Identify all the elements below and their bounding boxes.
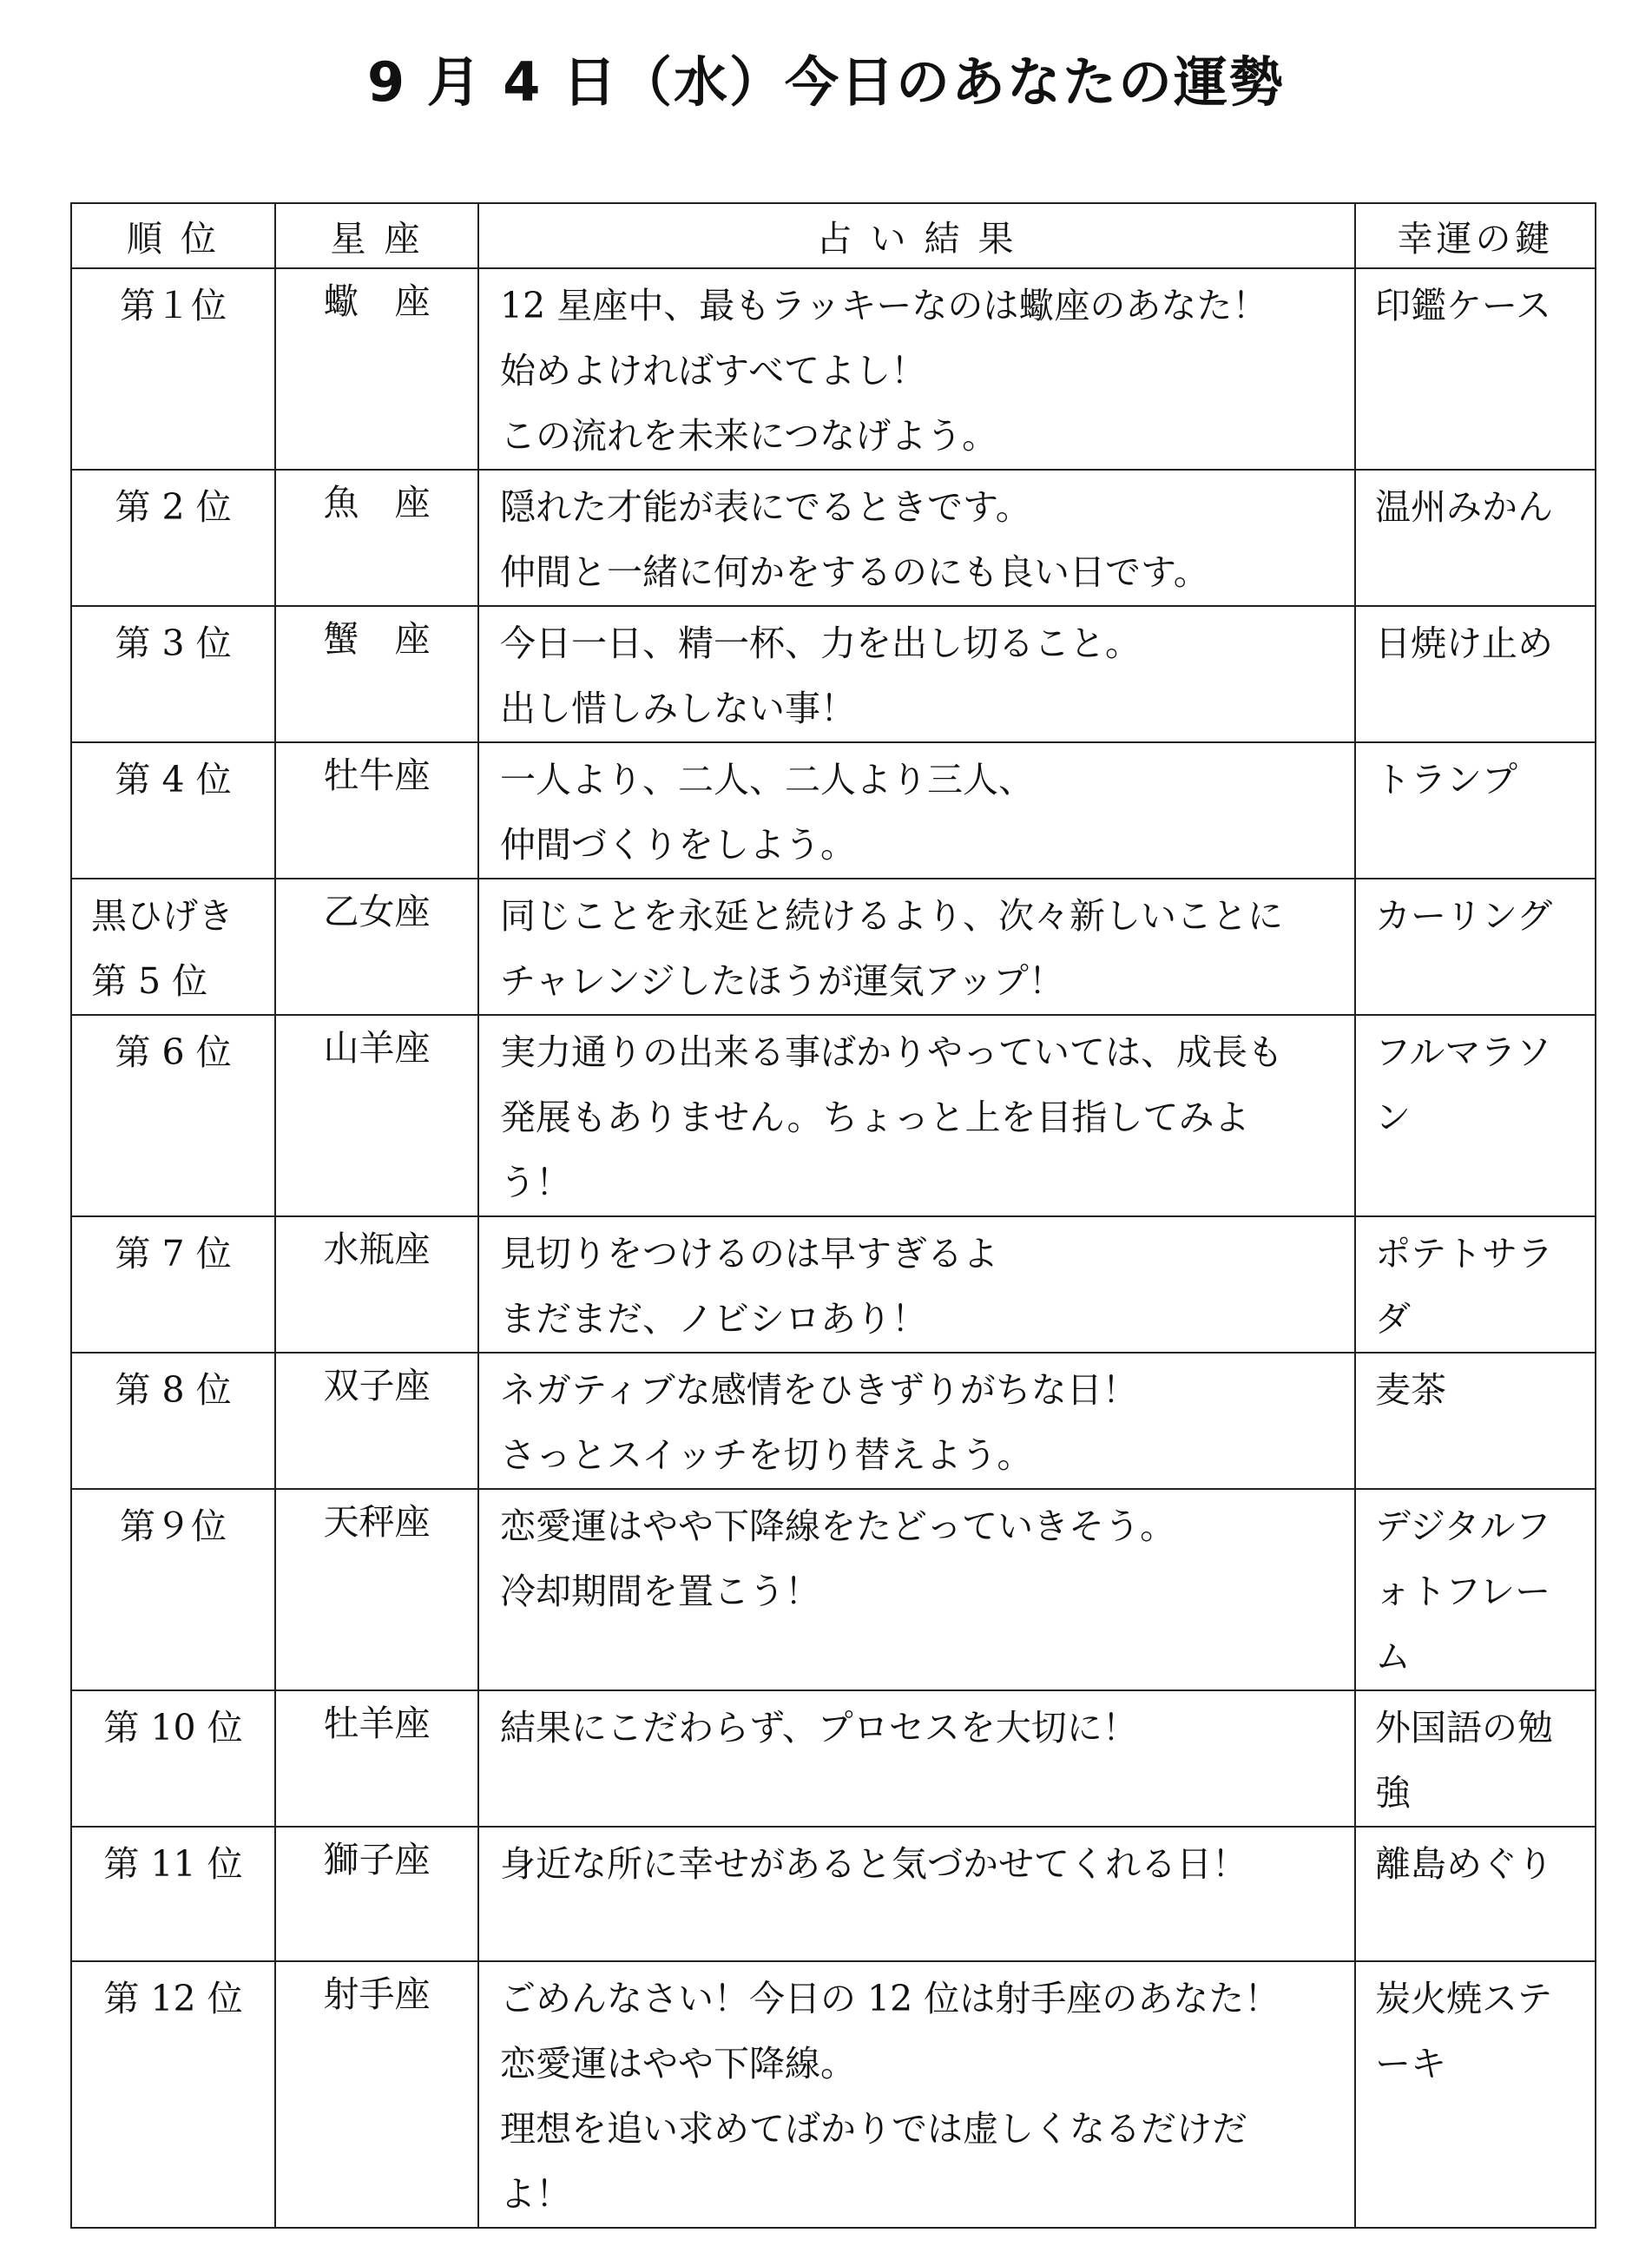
header-result: 占 い 結 果 [478, 203, 1355, 268]
lucky-key-cell-line: ーキ [1375, 2043, 1446, 2085]
table-row [71, 1015, 1596, 1216]
table-row [71, 1827, 1596, 1961]
result-cell-line: 結果にこだわらず、プロセスを大切に！ [500, 1707, 1138, 1749]
lucky-key-cell-line: ォトフレー [1375, 1571, 1551, 1612]
table-row [71, 1489, 1596, 1690]
table-row [71, 1690, 1596, 1827]
lucky-key-cell-line: 日焼け止め [1375, 622, 1553, 664]
lucky-key-cell [1355, 1961, 1596, 2228]
lucky-key-cell-line: トランプ [1375, 759, 1517, 800]
sign-cell [275, 1216, 478, 1353]
sign-cell-text: 山羊座 [323, 1027, 431, 1069]
rank-cell [71, 742, 275, 879]
sign-cell [275, 1489, 478, 1690]
sign-cell-text: 双子座 [323, 1365, 431, 1406]
sign-cell [275, 1690, 478, 1827]
table-row [71, 1961, 1596, 2228]
result-cell [478, 1489, 1355, 1690]
lucky-key-cell [1355, 1690, 1596, 1827]
lucky-key-cell [1355, 1015, 1596, 1216]
lucky-key-cell [1355, 606, 1596, 742]
result-cell-line: 一人より、二人、二人より三人、 [500, 759, 1034, 800]
header-sign: 星 座 [275, 203, 478, 268]
lucky-key-cell [1355, 1489, 1596, 1690]
result-cell-line: 見切りをつけるのは早すぎるよ [500, 1233, 998, 1274]
result-cell-line: う！ [500, 1162, 571, 1203]
result-cell [478, 1015, 1355, 1216]
result-cell-line: 出し惜しみしない事！ [500, 688, 856, 729]
result-cell-line: 隠れた才能が表にでるときです。 [500, 486, 1031, 528]
sign-cell [275, 1827, 478, 1961]
rank-cell [71, 1690, 275, 1827]
rank-cell [71, 1961, 275, 2228]
table-row [71, 1353, 1596, 1489]
result-cell-line: 冷却期間を置こう！ [500, 1571, 820, 1612]
lucky-key-cell [1355, 1216, 1596, 1353]
table-header-row [71, 203, 1596, 268]
result-cell [478, 268, 1355, 470]
result-cell [478, 1690, 1355, 1827]
sign-cell-text: 牡牛座 [323, 754, 431, 796]
lucky-key-cell-line: ダ [1375, 1298, 1411, 1340]
sign-cell [275, 606, 478, 742]
result-cell [478, 742, 1355, 879]
lucky-key-cell-line: 温州みかん [1375, 486, 1553, 528]
lucky-key-cell-line: 炭火焼ステ [1375, 1978, 1553, 2019]
rank-cell [71, 1216, 275, 1353]
rank-cell-line: 第 10 位 [103, 1707, 243, 1749]
result-cell [478, 1216, 1355, 1353]
lucky-key-cell [1355, 879, 1596, 1015]
lucky-key-cell-line: 強 [1375, 1772, 1411, 1814]
table-row [71, 879, 1596, 1015]
result-cell [478, 1961, 1355, 2228]
result-cell-line: さっとスイッチを切り替えよう。 [500, 1434, 1033, 1476]
rank-cell [71, 1489, 275, 1690]
table-row [71, 1216, 1596, 1353]
rank-cell-line: 第 11 位 [103, 1843, 243, 1885]
rank-cell-line: 第 7 位 [115, 1233, 232, 1274]
result-cell-line: この流れを未来につなげよう。 [500, 415, 998, 457]
result-cell [478, 879, 1355, 1015]
result-cell [478, 606, 1355, 742]
sign-cell-text: 射手座 [323, 1973, 431, 2015]
table-row [71, 268, 1596, 470]
rank-cell [71, 1827, 275, 1961]
rank-cell-line: 第 3 位 [115, 622, 232, 664]
sign-cell-text: 乙女座 [323, 891, 431, 932]
lucky-key-cell-line: デジタルフ [1375, 1505, 1551, 1547]
sign-cell-text: 魚 座 [323, 482, 431, 524]
rank-cell-line: 第 8 位 [115, 1369, 232, 1411]
lucky-key-cell-line: 外国語の勉 [1375, 1707, 1553, 1749]
result-cell-line: チャレンジしたほうが運気アップ！ [500, 960, 1064, 1002]
rank-cell-line: 第 5 位 [91, 960, 208, 1002]
lucky-key-cell [1355, 470, 1596, 606]
sign-cell [275, 1961, 478, 2228]
lucky-key-cell [1355, 268, 1596, 470]
result-cell-line: 理想を追い求めてばかりでは虚しくなるだけだ [500, 2108, 1247, 2150]
sign-cell-text: 蟹 座 [323, 618, 431, 660]
rank-cell-line: 第 2 位 [115, 486, 232, 528]
sign-cell [275, 879, 478, 1015]
header-rank: 順 位 [71, 203, 275, 268]
rank-cell [71, 268, 275, 470]
result-cell-line: 今日一日、精一杯、力を出し切ること。 [500, 622, 1141, 664]
header-key: 幸運の鍵 [1355, 203, 1596, 268]
rank-cell-line: 第１位 [120, 285, 227, 326]
rank-cell [71, 606, 275, 742]
sign-cell [275, 268, 478, 470]
result-cell [478, 470, 1355, 606]
sign-cell-text: 蠍 座 [323, 280, 431, 322]
table-row [71, 470, 1596, 606]
fortune-table [70, 202, 1596, 2229]
result-cell-line: 身近な所に幸せがあると気づかせてくれる日！ [500, 1843, 1247, 1885]
rank-cell [71, 1015, 275, 1216]
lucky-key-cell-line: 離島めぐり [1375, 1843, 1553, 1885]
page-title: 9 月 4 日（水）今日のあなたの運勢 [366, 50, 1286, 114]
lucky-key-cell-line: フルマラソ [1375, 1031, 1552, 1073]
result-cell-line: 仲間と一緒に何かをするのにも良い日です。 [500, 551, 1209, 593]
lucky-key-cell-line: ム [1375, 1636, 1411, 1677]
rank-cell [71, 879, 275, 1015]
result-cell-line: ごめんなさい！今日の 12 位は射手座のあなた！ [500, 1978, 1280, 2019]
rank-cell-line: 第 6 位 [115, 1031, 232, 1073]
sign-cell [275, 1015, 478, 1216]
result-cell-line: 恋愛運はやや下降線。 [500, 2043, 856, 2085]
lucky-key-cell-line: ン [1375, 1097, 1411, 1138]
result-cell-line: 仲間づくりをしよう。 [500, 824, 856, 866]
lucky-key-cell [1355, 742, 1596, 879]
sign-cell [275, 742, 478, 879]
lucky-key-cell-line: 印鑑ケース [1375, 285, 1551, 326]
lucky-key-cell-line: 麦茶 [1375, 1369, 1446, 1411]
result-cell-line: 始めよければすべてよし！ [500, 350, 927, 392]
sign-cell-text: 水瓶座 [323, 1228, 431, 1270]
lucky-key-cell [1355, 1353, 1596, 1489]
rank-cell [71, 470, 275, 606]
sign-cell [275, 1353, 478, 1489]
result-cell [478, 1353, 1355, 1489]
sign-cell-text: 獅子座 [323, 1839, 431, 1880]
lucky-key-cell [1355, 1827, 1596, 1961]
table-row [71, 742, 1596, 879]
result-cell-line: まだまだ、ノビシロあり！ [500, 1298, 927, 1340]
result-cell-line: よ！ [500, 2173, 571, 2215]
sign-cell [275, 470, 478, 606]
rank-cell-line: 黒ひげき [91, 895, 234, 937]
sign-cell-text: 牡羊座 [323, 1703, 431, 1744]
result-cell-line: 発展もありません。ちょっと上を目指してみよ [500, 1097, 1250, 1138]
lucky-key-cell-line: カーリング [1375, 895, 1553, 937]
result-cell-line: 実力通りの出来る事ばかりやっていては、成長も [500, 1031, 1283, 1073]
result-cell-line: 12 星座中、最もラッキーなのは蠍座のあなた！ [500, 285, 1268, 326]
lucky-key-cell-line: ポテトサラ [1375, 1233, 1553, 1274]
result-cell [478, 1827, 1355, 1961]
table-row [71, 606, 1596, 742]
rank-cell-line: 第９位 [120, 1505, 227, 1547]
result-cell-line: 同じことを永延と続けるより、次々新しいことに [500, 895, 1283, 937]
rank-cell-line: 第 12 位 [103, 1978, 243, 2019]
result-cell-line: ネガティブな感情をひきずりがちな日！ [500, 1369, 1138, 1411]
result-cell-line: 恋愛運はやや下降線をたどっていきそう。 [500, 1505, 1176, 1547]
sign-cell-text: 天秤座 [323, 1501, 431, 1543]
rank-cell [71, 1353, 275, 1489]
rank-cell-line: 第 4 位 [115, 759, 232, 800]
